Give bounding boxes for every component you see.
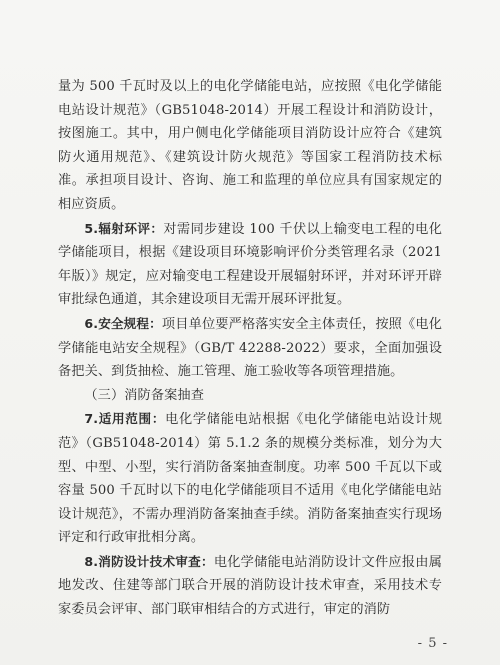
paragraph-fire-design-review [58, 550, 442, 622]
paragraph-text: 量为 500 千瓦时及以上的电化学储能电站，应按照《电化学储能电站设计规范》（GB51048-2014）开展工程设计和消防设计，按图施工。其中，用户侧电化学储能项目消防设计应符合《建筑防火通用规范》、《建筑设计防火规范》等国家工程消防技术标准。承担项目设计、咨询、施工和监理的单位应具有国家规定的相应资质。 [58, 79, 442, 212]
paragraph-term: 6.安全规程： [84, 315, 162, 331]
paragraph-term: 5.辐射环评： [84, 220, 164, 236]
paragraph-safety-rules [58, 312, 442, 384]
section-heading: （三）消防备案抽查 [84, 387, 204, 403]
paragraph-continued [58, 75, 442, 217]
page-number: - 5 - [417, 636, 448, 651]
paragraph-radiation-eia [58, 217, 442, 312]
paragraph-text: 对需同步建设 100 千伏以上输变电工程的电化学储能项目，根据《建设项目环境影响评价分类管理名录（2021 年版）》规定，应对输变电工程建设开展辐射环评，并对环评开辟审批绿色通道，其余建设项目无需开展环评批复。 [58, 221, 442, 308]
paragraph-text: 电化学储能电站消防设计文件应报由属地发改、住建等部门联合开展的消防设计技术审查，采用技术专家委员会评审、部门联审相结合的方式进行，审定的消防 [58, 554, 442, 618]
paragraph-term: 8.消防设计技术审查： [84, 553, 214, 569]
document-body [58, 75, 442, 622]
paragraph-text: 项目单位要严格落实安全主体责任，按照《电化学储能电站安全规程》（GB/T 42288-2022）要求，全面加强设备把关、到货抽检、施工管理、施工验收等各项管理措施。 [58, 316, 442, 380]
paragraph-term: 7.适用范围： [84, 411, 166, 427]
paragraph-scope [58, 407, 442, 550]
paragraph-text: 电化学储能电站根据《电化学储能电站设计规范》（GB51048-2014）第 5.1.2 条的规模分类标准，划分为大型、中型、小型，实行消防备案抽查制度。功率 500 千瓦以下或容量 500 千瓦时以下的电化学储能项目不适用《电化学储能电站设计规范》，不需办理消防备案抽查手续。消防备案抽查实行现场评定和行政审批相分离。 [58, 412, 442, 546]
